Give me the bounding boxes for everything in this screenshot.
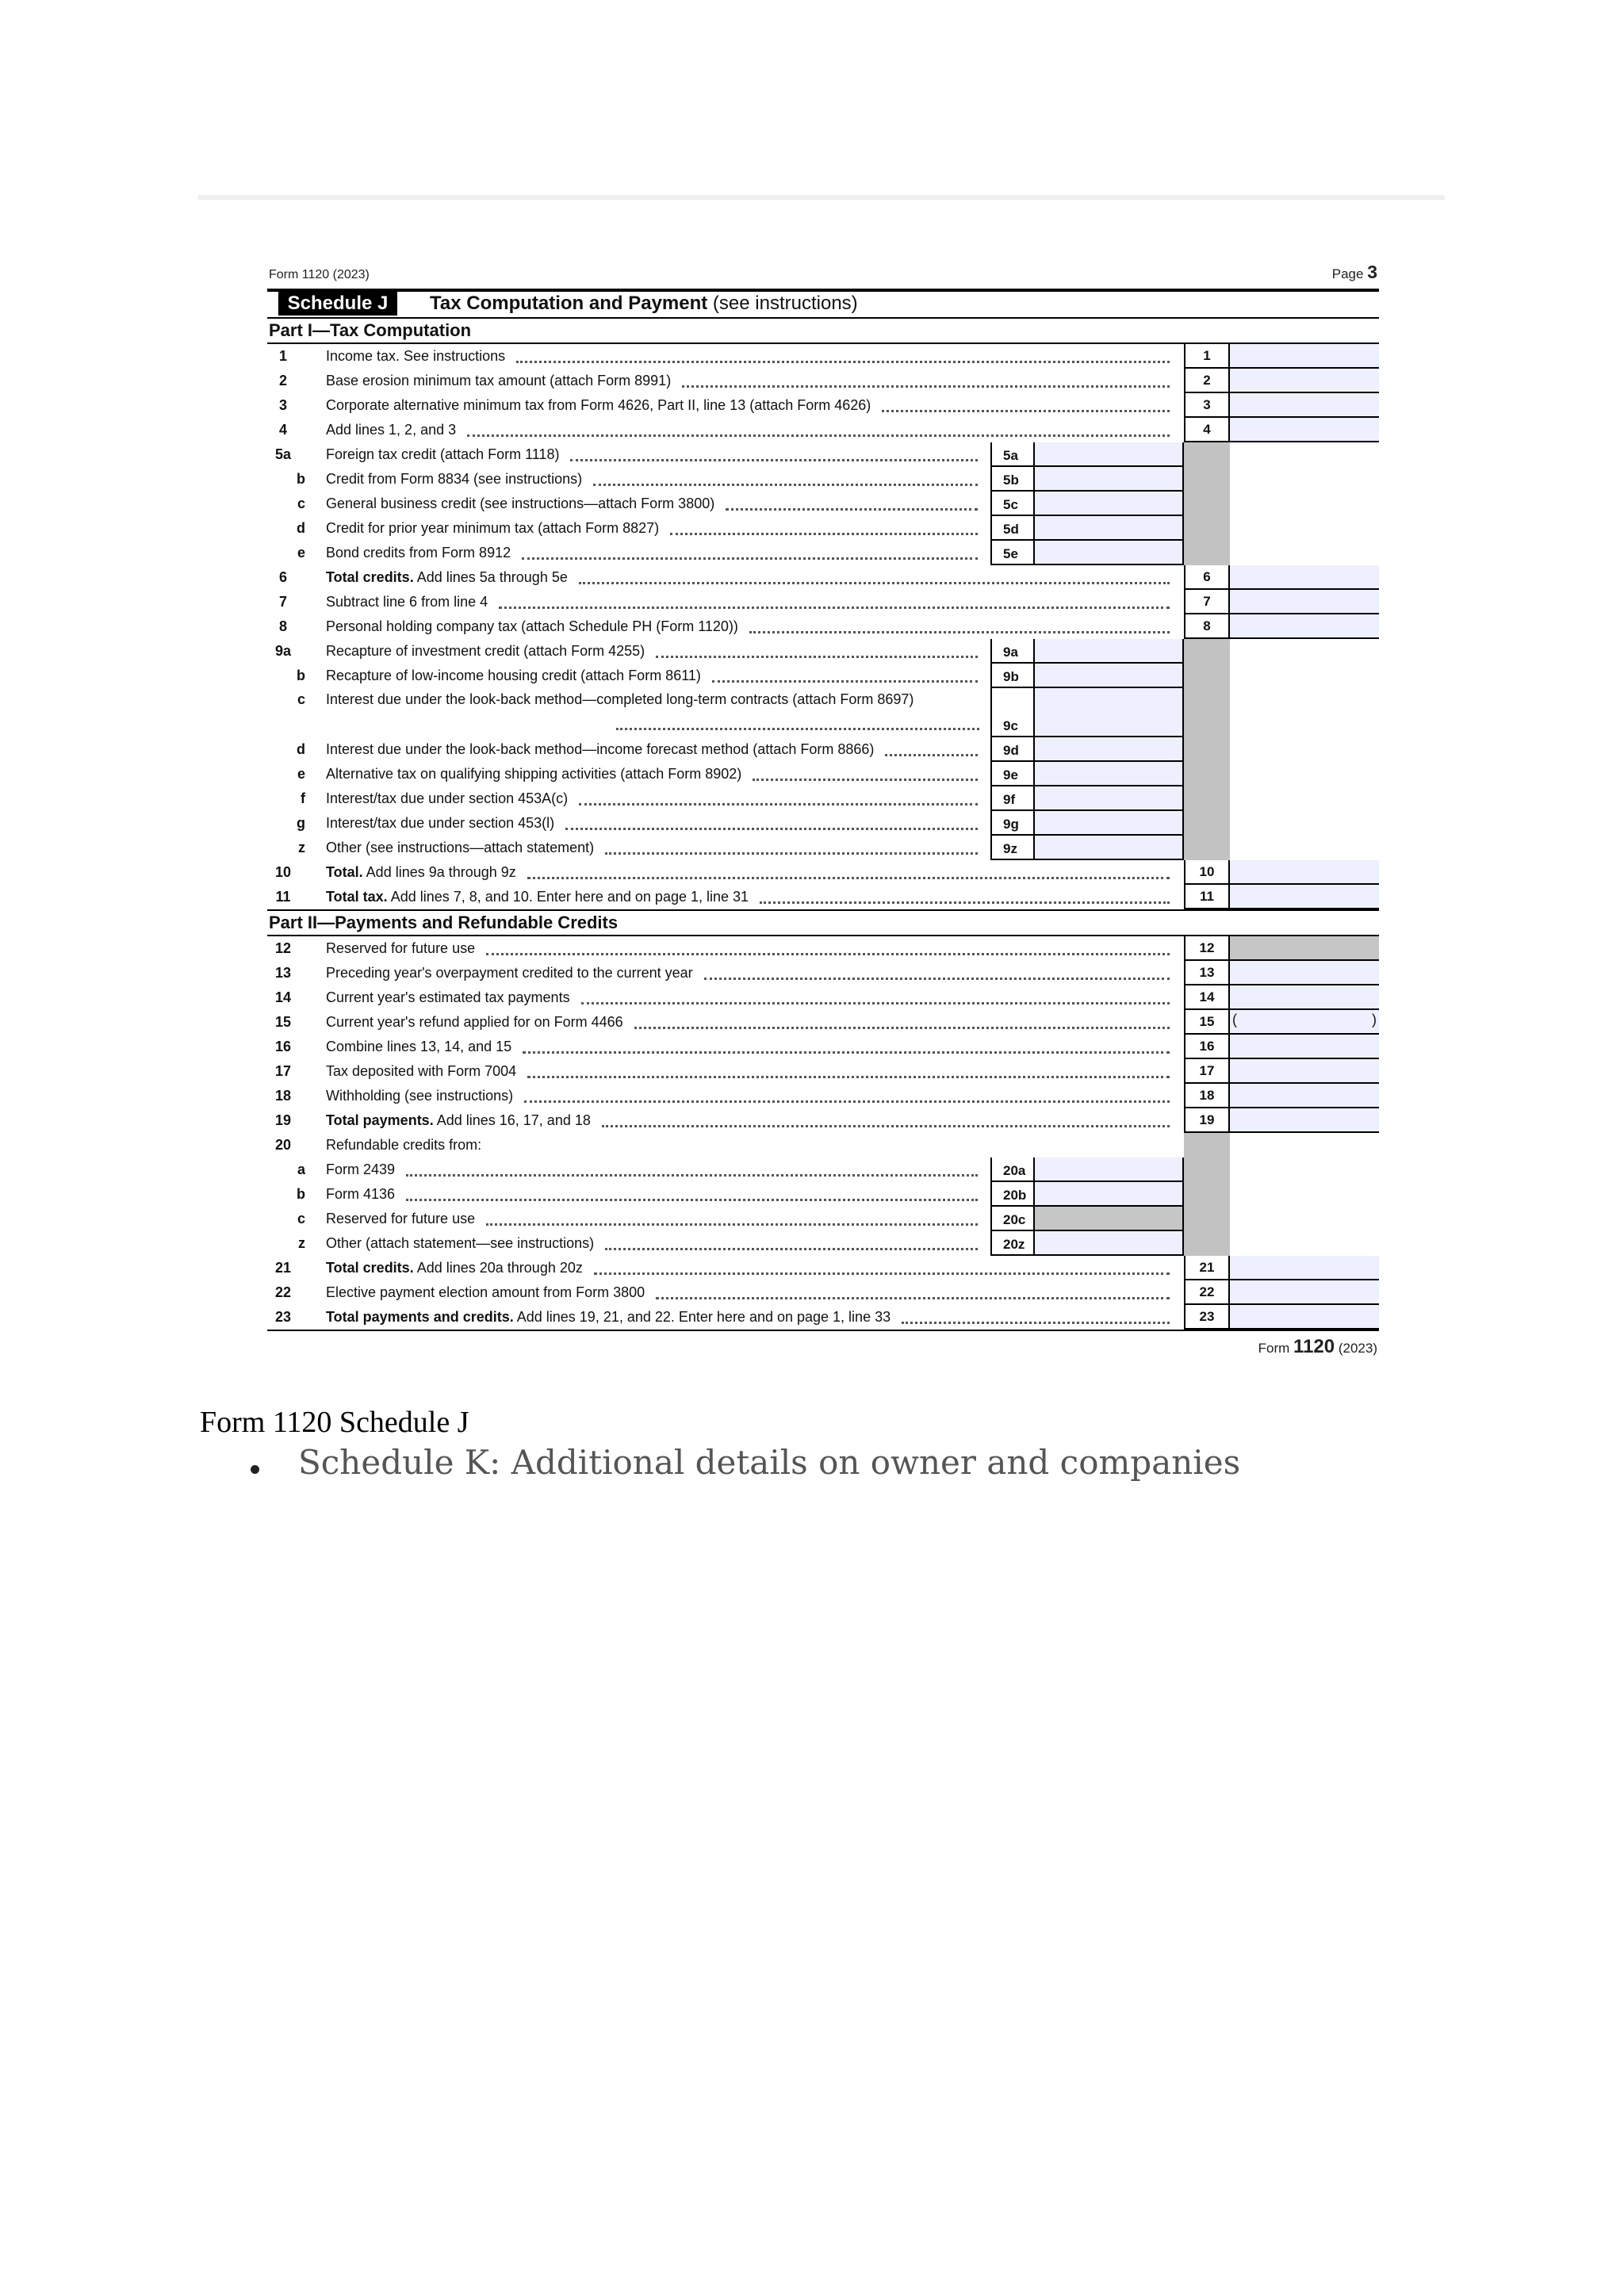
subline-label: 5a [990, 442, 1035, 467]
line-number: 12 [274, 940, 292, 956]
line-description: Reserved for future use [326, 1211, 476, 1226]
top-divider [198, 195, 1445, 200]
form-line-row [267, 1133, 1379, 1158]
shaded-line-column [1184, 639, 1230, 664]
form-line-row [267, 1035, 1379, 1059]
blank-amount-column [1230, 688, 1379, 737]
line-number: e [297, 766, 305, 782]
line-number: 16 [274, 1039, 292, 1054]
line-label: 17 [1184, 1059, 1230, 1084]
blank-amount-column [1230, 1182, 1379, 1207]
close-paren: ) [1372, 1012, 1377, 1027]
blank-amount-column [1230, 442, 1379, 467]
shaded-line-column [1184, 688, 1230, 737]
line-amount-field[interactable] [1230, 1108, 1379, 1133]
leader-dots [682, 381, 1170, 388]
leader-dots [605, 848, 978, 855]
leader-dots [579, 798, 978, 806]
shaded-line-column [1184, 836, 1230, 860]
line-label: 6 [1184, 565, 1230, 590]
line-description: Interest/tax due under section 453A(c) [326, 790, 569, 806]
line-number: 18 [274, 1088, 292, 1104]
leader-dots [406, 1169, 978, 1177]
blank-amount-column [1230, 664, 1379, 688]
form-line-row [267, 418, 1379, 442]
form-line-row [267, 811, 1379, 836]
line-number: 19 [274, 1112, 292, 1128]
leader-dots [704, 973, 1170, 980]
line-number: 15 [274, 1014, 292, 1030]
form-line-row [267, 936, 1379, 961]
line-number: g [297, 815, 305, 831]
line-amount-field[interactable] [1230, 344, 1379, 369]
schedule-title-bar [267, 289, 1379, 319]
line-description: Add lines 1, 2, and 3 [326, 422, 457, 438]
leader-dots [712, 675, 978, 683]
line-description: Other (see instructions—attach statement) [326, 840, 595, 855]
line-number: f [301, 790, 305, 806]
leader-dots [524, 1096, 1170, 1103]
leader-dots [516, 356, 1170, 363]
line-number: 14 [274, 989, 292, 1005]
form-line-row [267, 369, 1379, 393]
subline-label: 20b [990, 1182, 1035, 1207]
line-description: Recapture of investment credit (attach Form 4255) [326, 643, 645, 659]
line-number: z [298, 1235, 305, 1251]
schedule-tag: Schedule J [278, 292, 397, 316]
line-description: Form 4136 [326, 1186, 396, 1202]
subline-label: 5c [990, 492, 1035, 516]
form-line-row [267, 614, 1379, 639]
line-amount-field[interactable] [1230, 1084, 1379, 1108]
subline-amount-field[interactable] [1035, 541, 1184, 565]
line-description: Base erosion minimum tax amount (attach Form 8991) [326, 373, 672, 388]
subline-amount-field[interactable] [1035, 762, 1184, 786]
line-label: 1 [1184, 344, 1230, 369]
bullet-dot-icon [251, 1465, 259, 1474]
line-label: 21 [1184, 1256, 1230, 1280]
leader-dots [760, 897, 1170, 904]
line-number: 8 [278, 618, 287, 634]
form-line-row [267, 1231, 1379, 1256]
subline-label: 9e [990, 762, 1035, 786]
line-amount-field[interactable] [1230, 1280, 1379, 1305]
form-line-row [267, 1010, 1379, 1035]
line-number: 1 [278, 348, 287, 364]
blank-amount-column [1230, 541, 1379, 565]
line-label: 11 [1184, 885, 1230, 909]
bullet-text: Schedule K: Additional details on owner and companies [298, 1443, 1241, 1482]
line-description: Tax deposited with Form 7004 [326, 1063, 517, 1079]
subline-amount-field[interactable] [1035, 1182, 1184, 1207]
form-label: Form 1120 (2023) [269, 268, 370, 281]
line-description: Interest due under the look-back method—completed long-term contracts (attach Form 8697) [326, 691, 914, 707]
subline-amount-field[interactable] [1035, 639, 1184, 664]
line-amount-field[interactable] [1230, 885, 1379, 909]
line-number: d [297, 520, 305, 536]
shaded-line-column [1184, 811, 1230, 836]
form-line-row [267, 836, 1379, 860]
form-line-row [267, 1256, 1379, 1280]
image-caption: Form 1120 Schedule J [200, 1406, 469, 1439]
part2-rows [267, 936, 1379, 1331]
line-number: 10 [274, 864, 292, 880]
blank-amount-column [1230, 762, 1379, 786]
line-number: a [297, 1161, 305, 1177]
line-label: 18 [1184, 1084, 1230, 1108]
line-label: 16 [1184, 1035, 1230, 1059]
line-label: 23 [1184, 1305, 1230, 1330]
line-number: 7 [278, 594, 287, 610]
blank-amount-column [1230, 516, 1379, 541]
line-label: 8 [1184, 614, 1230, 639]
part1-title: Part I—Tax Computation [267, 319, 1379, 344]
line-description: Bond credits from Form 8912 [326, 545, 511, 561]
subline-amount-field[interactable] [1035, 688, 1184, 737]
line-label: 13 [1184, 961, 1230, 985]
shaded-line-column [1184, 664, 1230, 688]
subline-amount-field[interactable] [1035, 467, 1184, 492]
shaded-line-column [1184, 1133, 1230, 1158]
leader-dots [523, 1047, 1170, 1054]
line-number: 6 [278, 569, 287, 585]
line-description: Interest/tax due under section 453(l) [326, 815, 555, 831]
line-description: Personal holding company tax (attach Schedule PH (Form 1120)) [326, 618, 738, 634]
form-line-row [267, 1305, 1379, 1330]
leader-dots [882, 405, 1170, 412]
form-line-row [267, 639, 1379, 664]
line-description: Total tax. Add lines 7, 8, and 10. Enter here and on page 1, line 31 [326, 889, 749, 905]
leader-dots [522, 553, 978, 560]
form-footer [267, 1331, 1379, 1363]
leader-dots [656, 1292, 1170, 1299]
line-description: Elective payment election amount from Form 3800 [326, 1284, 645, 1300]
line-number: 13 [274, 965, 292, 981]
line-number: c [297, 1211, 305, 1226]
leader-dots [749, 626, 1170, 633]
line-label: 7 [1184, 590, 1230, 614]
line-number: 22 [274, 1284, 292, 1300]
subline-amount-field[interactable] [1035, 836, 1184, 860]
form-line-row [267, 860, 1379, 885]
form-line-row [267, 1280, 1379, 1305]
line-description: Corporate alternative minimum tax from Form 4626, Part II, line 13 (attach Form 4626) [326, 397, 871, 413]
leader-dots [656, 651, 978, 658]
line-description: Income tax. See instructions [326, 348, 506, 364]
subline-amount-field[interactable] [1035, 811, 1184, 836]
leader-dots [605, 1243, 978, 1250]
form-line-row [267, 762, 1379, 786]
part2-title: Part II—Payments and Refundable Credits [267, 909, 1379, 936]
form-1120-schedule-j [267, 262, 1379, 1363]
subline-label: 5e [990, 541, 1035, 565]
line-label: 19 [1184, 1108, 1230, 1133]
line-description: Recapture of low-income housing credit (attach Form 8611) [326, 668, 701, 683]
line-description: Preceding year's overpayment credited to the current year [326, 965, 693, 981]
line-label: 4 [1184, 418, 1230, 442]
line-amount-field[interactable] [1230, 985, 1379, 1010]
line-description: Other (attach statement—see instructions) [326, 1235, 595, 1251]
line-number: 17 [274, 1063, 292, 1079]
subline-amount-field[interactable] [1035, 1158, 1184, 1182]
leader-dots [527, 872, 1170, 879]
line-number: c [297, 691, 305, 707]
blank-amount-column [1230, 811, 1379, 836]
subline-label: 5b [990, 467, 1035, 492]
subline-label: 20a [990, 1158, 1035, 1182]
page-number: Page 3 [1331, 262, 1377, 282]
form-line-row [267, 1207, 1379, 1231]
line-number: z [298, 840, 305, 855]
line-description: Total credits. Add lines 5a through 5e [326, 569, 568, 585]
line-number: b [297, 471, 305, 487]
line-number: 5a [274, 446, 292, 462]
line-amount-field[interactable] [1230, 565, 1379, 590]
line-description: Reserved for future use [326, 940, 476, 956]
leader-dots [902, 1317, 1170, 1324]
leader-dots [593, 479, 978, 486]
form-line-row [267, 565, 1379, 590]
form-line-row [267, 541, 1379, 565]
subline-amount-field [1035, 1207, 1184, 1231]
leader-dots [726, 503, 978, 511]
form-line-row [267, 1182, 1379, 1207]
shaded-line-column [1184, 737, 1230, 762]
line-number: 3 [278, 397, 287, 413]
blank-amount-column [1230, 1158, 1379, 1182]
line-number: b [297, 668, 305, 683]
line-number: 9a [274, 643, 292, 659]
blank-amount-column [1230, 1231, 1379, 1256]
line-amount-field[interactable] [1230, 590, 1379, 614]
subline-label: 9d [990, 737, 1035, 762]
shaded-line-column [1184, 1158, 1230, 1182]
leader-dots [486, 1219, 978, 1226]
leader-dots [753, 774, 978, 781]
line-description: General business credit (see instructions—attach Form 3800) [326, 496, 715, 511]
line-description: Credit from Form 8834 (see instructions) [326, 471, 583, 487]
line-number: 2 [278, 373, 287, 388]
part1-rows [267, 344, 1379, 909]
line-amount-field[interactable] [1230, 369, 1379, 393]
line-description: Interest due under the look-back method—income forecast method (attach Form 8866) [326, 741, 875, 757]
leader-dots [616, 723, 979, 730]
line-description: Form 2439 [326, 1161, 396, 1177]
line-description: Credit for prior year minimum tax (attach Form 8827) [326, 520, 660, 536]
line-number: e [297, 545, 305, 561]
leader-dots [594, 1268, 1170, 1275]
leader-dots [570, 454, 978, 461]
shaded-line-column [1184, 516, 1230, 541]
subline-label: 9f [990, 786, 1035, 811]
subline-amount-field[interactable] [1035, 664, 1184, 688]
leader-dots [486, 948, 1170, 955]
line-description: Combine lines 13, 14, and 15 [326, 1039, 512, 1054]
leader-dots [467, 430, 1170, 437]
line-description: Withholding (see instructions) [326, 1088, 514, 1104]
form-line-row [267, 1108, 1379, 1133]
line-amount-field[interactable] [1230, 860, 1379, 885]
line-description: Total. Add lines 9a through 9z [326, 864, 516, 880]
subline-label: 9b [990, 664, 1035, 688]
form-line-row [267, 961, 1379, 985]
blank-amount-column [1230, 786, 1379, 811]
line-number: d [297, 741, 305, 757]
line-amount-field[interactable] [1230, 1010, 1379, 1035]
shaded-line-column [1184, 1231, 1230, 1256]
line-description: Refundable credits from: [326, 1137, 482, 1153]
leader-dots [581, 997, 1170, 1004]
line-description: Current year's estimated tax payments [326, 989, 570, 1005]
blank-amount-column [1230, 492, 1379, 516]
line-amount-field[interactable] [1230, 1256, 1379, 1280]
blank-amount-column [1230, 467, 1379, 492]
form-line-row [267, 885, 1379, 909]
shaded-line-column [1184, 541, 1230, 565]
subline-label: 9z [990, 836, 1035, 860]
leader-dots [634, 1022, 1170, 1029]
form-line-row [267, 688, 1379, 737]
form-line-row [267, 516, 1379, 541]
subline-label: 5d [990, 516, 1035, 541]
shaded-line-column [1184, 1207, 1230, 1231]
subline-label: 9c [990, 688, 1035, 737]
line-number: c [297, 496, 305, 511]
line-amount-field [1230, 936, 1379, 961]
subline-label: 20z [990, 1231, 1035, 1256]
subline-amount-field[interactable] [1035, 786, 1184, 811]
line-amount-field[interactable] [1230, 393, 1379, 418]
subline-amount-field[interactable] [1035, 1231, 1184, 1256]
line-number: 11 [275, 889, 291, 905]
blank-amount-column [1230, 836, 1379, 860]
subline-label: 9a [990, 639, 1035, 664]
line-description: Subtract line 6 from line 4 [326, 594, 488, 610]
form-line-row [267, 1158, 1379, 1182]
line-label: 3 [1184, 393, 1230, 418]
blank-amount-column [1230, 639, 1379, 664]
line-label: 2 [1184, 369, 1230, 393]
subline-amount-field[interactable] [1035, 442, 1184, 467]
shaded-line-column [1184, 786, 1230, 811]
open-paren: ( [1232, 1012, 1237, 1027]
form-line-row [267, 467, 1379, 492]
leader-dots [885, 749, 978, 756]
shaded-line-column [1184, 467, 1230, 492]
form-header [267, 262, 1379, 289]
form-line-row [267, 737, 1379, 762]
form-line-row [267, 492, 1379, 516]
shaded-line-column [1184, 1182, 1230, 1207]
blank-amount-column [1230, 737, 1379, 762]
line-label: 22 [1184, 1280, 1230, 1305]
line-description: Total credits. Add lines 20a through 20z [326, 1260, 583, 1276]
form-line-row [267, 664, 1379, 688]
shaded-line-column [1184, 442, 1230, 467]
line-number: b [297, 1186, 305, 1202]
line-amount-field[interactable] [1230, 418, 1379, 442]
line-number: 23 [274, 1309, 292, 1325]
line-number: 20 [274, 1137, 292, 1153]
leader-dots [670, 528, 978, 535]
schedule-title: Tax Computation and Payment (see instructions) [430, 293, 858, 314]
line-description: Total payments. Add lines 16, 17, and 18 [326, 1112, 591, 1128]
line-description: Alternative tax on qualifying shipping activities (attach Form 8902) [326, 766, 742, 782]
shaded-line-column [1184, 762, 1230, 786]
form-line-row [267, 590, 1379, 614]
line-number: 4 [278, 422, 287, 438]
form-line-row [267, 786, 1379, 811]
footer-form-number: Form 1120 (2023) [1258, 1336, 1377, 1357]
leader-dots [499, 602, 1170, 609]
form-line-row [267, 1059, 1379, 1084]
line-number: 21 [274, 1260, 292, 1276]
line-amount-field[interactable] [1230, 614, 1379, 639]
line-label: 12 [1184, 936, 1230, 961]
leader-dots [527, 1071, 1170, 1078]
form-line-row [267, 344, 1379, 369]
line-amount-field[interactable] [1230, 1035, 1379, 1059]
shaded-line-column [1184, 492, 1230, 516]
form-line-row [267, 1084, 1379, 1108]
subline-amount-field[interactable] [1035, 492, 1184, 516]
line-amount-field[interactable] [1230, 1059, 1379, 1084]
line-description: Current year's refund applied for on Form 4466 [326, 1014, 623, 1030]
subline-label: 20c [990, 1207, 1035, 1231]
blank-amount-column [1230, 1207, 1379, 1231]
line-description: Foreign tax credit (attach Form 1118) [326, 446, 560, 462]
form-line-row [267, 393, 1379, 418]
form-line-row [267, 985, 1379, 1010]
subline-amount-field[interactable] [1035, 516, 1184, 541]
leader-dots [602, 1120, 1170, 1127]
line-label: 10 [1184, 860, 1230, 885]
subline-label: 9g [990, 811, 1035, 836]
line-amount-field[interactable] [1230, 961, 1379, 985]
subline-amount-field[interactable] [1035, 737, 1184, 762]
form-line-row [267, 442, 1379, 467]
line-label: 14 [1184, 985, 1230, 1010]
line-label: 15 [1184, 1010, 1230, 1035]
leader-dots [565, 823, 978, 830]
line-description: Total payments and credits. Add lines 19, 21, and 22. Enter here and on page 1, line 33 [326, 1309, 891, 1325]
leader-dots [579, 577, 1170, 584]
leader-dots [406, 1194, 978, 1201]
line-amount-field[interactable] [1230, 1305, 1379, 1330]
